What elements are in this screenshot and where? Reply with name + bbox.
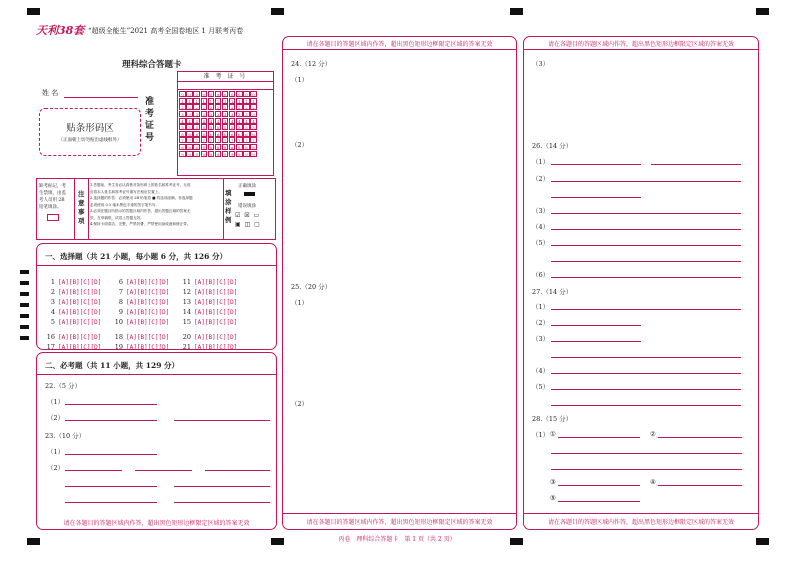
q28-label: 28.（15 分） bbox=[532, 415, 573, 423]
required-questions-panel bbox=[36, 352, 277, 530]
ticket-digit-bubble[interactable]: 2 bbox=[202, 105, 206, 111]
ticket-digit-bubble[interactable]: 8 bbox=[181, 145, 184, 151]
ticket-digit-bubble[interactable]: 5 bbox=[238, 125, 241, 131]
ticket-digit-bubble[interactable]: 1 bbox=[181, 98, 184, 104]
timing-mark bbox=[20, 303, 29, 307]
ticket-digit-bubble[interactable]: 0 bbox=[202, 92, 206, 98]
q27-label: 27.（14 分） bbox=[532, 288, 573, 296]
ticket-digit-bubble[interactable]: 3 bbox=[188, 112, 191, 118]
ticket-digit-bubble[interactable]: 7 bbox=[238, 138, 241, 144]
mc-question-number: 11 bbox=[182, 278, 191, 286]
mc-options[interactable]: [A][B][C][D] bbox=[58, 309, 102, 316]
ticket-digit-bubble[interactable]: 9 bbox=[238, 151, 241, 157]
exam-title: “超级全能生”2021 高考全国卷地区 1 月联考丙卷 bbox=[88, 27, 244, 35]
mc-options[interactable]: [A][B][C][D] bbox=[194, 289, 238, 296]
ticket-vertical-label: 准 考 证 号 bbox=[145, 97, 155, 143]
correct-label: 正确填涂 bbox=[238, 184, 256, 189]
q22-part2-line-b[interactable] bbox=[174, 420, 270, 421]
mc-options[interactable]: [A][B][C][D] bbox=[58, 319, 102, 326]
ticket-digit-bubble[interactable]: 4 bbox=[188, 118, 191, 124]
ticket-digit-bubble[interactable]: 7 bbox=[223, 138, 227, 144]
mc-options[interactable]: [A][B][C][D] bbox=[194, 279, 238, 286]
mc-options[interactable]: [A][B][C][D] bbox=[126, 319, 170, 326]
mc-question[interactable] bbox=[113, 334, 169, 353]
mc-question-number: 14 bbox=[182, 308, 191, 316]
ticket-digit-bubble[interactable]: 6 bbox=[181, 131, 184, 137]
q23-line-g[interactable] bbox=[174, 502, 270, 503]
q26-p5: （5） bbox=[532, 239, 550, 247]
ticket-digit-bubble[interactable]: 0 bbox=[209, 92, 213, 98]
mc-options[interactable]: [A][B][C][D] bbox=[194, 299, 238, 306]
ticket-digit-bubble[interactable]: 7 bbox=[188, 138, 191, 144]
ticket-digit-bubble[interactable]: 5 bbox=[188, 125, 191, 131]
q26-label: 26.（14 分） bbox=[532, 142, 573, 150]
q25-label: 25.（20 分） bbox=[291, 283, 332, 291]
ticket-digit-bubble[interactable]: 4 bbox=[230, 118, 234, 124]
ticket-digit-bubble[interactable]: 8 bbox=[223, 145, 227, 151]
ticket-digit-bubble[interactable]: 5 bbox=[209, 125, 213, 131]
ticket-digit-bubble[interactable]: 9 bbox=[216, 151, 220, 157]
ticket-digit-bubble[interactable]: 9 bbox=[245, 151, 248, 157]
q23-label: 23.（10 分） bbox=[45, 432, 86, 440]
ticket-digit-row bbox=[179, 91, 272, 98]
mc-question-number: 3 bbox=[50, 298, 55, 306]
ticket-digit-bubble[interactable]: 8 bbox=[209, 145, 213, 151]
ticket-digit-bubble[interactable]: 0 bbox=[188, 92, 191, 98]
middle-panel bbox=[282, 36, 517, 530]
ticket-digit-bubble[interactable]: 9 bbox=[181, 151, 184, 157]
q23-line-d[interactable] bbox=[65, 486, 157, 487]
ticket-digit-bubble[interactable]: 1 bbox=[209, 98, 213, 104]
mc-question-number: 7 bbox=[118, 288, 123, 296]
mc-question-number: 8 bbox=[118, 298, 123, 306]
section1-title: 一、选择题（共 21 小题，每小题 6 分，共 126 分） bbox=[45, 252, 227, 261]
q26-p3-line[interactable] bbox=[551, 213, 741, 214]
ticket-digit-bubble[interactable]: 0 bbox=[223, 92, 227, 98]
mc-question-number: 12 bbox=[182, 288, 191, 296]
q27-p5: （5） bbox=[532, 383, 550, 391]
q23-part1-label: （1） bbox=[47, 448, 65, 456]
q26-p2-line-b[interactable] bbox=[551, 197, 641, 198]
multiple-choice-panel bbox=[36, 243, 277, 350]
q28-c4-line[interactable] bbox=[658, 485, 742, 486]
ticket-digit-bubble[interactable]: 6 bbox=[202, 131, 206, 137]
q23-line-f[interactable] bbox=[65, 502, 157, 503]
ticket-digit-bubble[interactable]: 4 bbox=[202, 118, 206, 124]
q27-p3-line-b[interactable] bbox=[551, 357, 741, 358]
mc-options[interactable]: [A][B][C][D] bbox=[126, 299, 170, 306]
ticket-digit-bubble[interactable]: 7 bbox=[202, 138, 206, 144]
ticket-digit-bubble[interactable]: 6 bbox=[195, 131, 198, 137]
ticket-digit-bubble[interactable]: 8 bbox=[202, 145, 206, 151]
ticket-digit-bubble[interactable]: 4 bbox=[252, 118, 255, 124]
q23-part2-line-a[interactable] bbox=[65, 470, 122, 471]
q22-part1-line[interactable] bbox=[65, 404, 157, 405]
mc-options[interactable]: [A][B][C][D] bbox=[126, 289, 170, 296]
barcode-note: （正面朝上切勿贴出虚线框外） bbox=[58, 138, 122, 143]
q28-line-b[interactable] bbox=[551, 469, 742, 470]
ticket-digit-bubble[interactable]: 0 bbox=[181, 92, 184, 98]
ticket-digit-row bbox=[179, 111, 272, 118]
q24-part1-label: （1） bbox=[291, 76, 309, 84]
q28-c2-line[interactable] bbox=[658, 437, 742, 438]
ticket-digit-bubble[interactable]: 4 bbox=[181, 118, 184, 124]
notice-title: 注 意 事 项 bbox=[78, 190, 85, 225]
ticket-digit-bubble[interactable]: 3 bbox=[181, 112, 184, 118]
q28-c5: ⑤ bbox=[550, 494, 556, 502]
ticket-digit-bubble[interactable]: 8 bbox=[216, 145, 220, 151]
q26-p5-line-b[interactable] bbox=[551, 261, 741, 262]
mc-question-number: 4 bbox=[50, 308, 55, 316]
ticket-digit-bubble[interactable]: 3 bbox=[252, 112, 255, 118]
ticket-digit-bubble[interactable]: 1 bbox=[216, 98, 220, 104]
ticket-digit-bubble[interactable]: 2 bbox=[223, 105, 227, 111]
right-panel bbox=[523, 36, 759, 530]
ticket-digit-row bbox=[179, 137, 272, 144]
mc-options[interactable]: [A][B][C][D] bbox=[194, 319, 238, 326]
card-title: 理科综合答题卡 bbox=[122, 60, 182, 70]
ticket-grid-header: 准 考 证 号 bbox=[178, 72, 273, 82]
timing-mark bbox=[20, 292, 29, 296]
ticket-digit-bubble[interactable]: 4 bbox=[195, 118, 198, 124]
q24-answer-area[interactable] bbox=[289, 87, 509, 277]
ticket-digit-bubble[interactable]: 6 bbox=[216, 131, 220, 137]
ticket-digit-bubble[interactable]: 3 bbox=[230, 112, 234, 118]
ticket-digit-bubble[interactable]: 8 bbox=[188, 145, 191, 151]
q28-c1: ① bbox=[550, 430, 556, 438]
ticket-digit-bubble[interactable]: 8 bbox=[230, 145, 234, 151]
mc-question-number: 16 bbox=[46, 333, 55, 341]
mc-question-number: 21 bbox=[182, 343, 191, 351]
q23-part2-line-b[interactable] bbox=[135, 470, 192, 471]
q22-part2-label: （2） bbox=[47, 414, 65, 422]
ticket-write-row[interactable] bbox=[178, 82, 273, 90]
q25-part1-label: （1） bbox=[291, 299, 309, 307]
ticket-digit-bubble[interactable]: 3 bbox=[216, 112, 220, 118]
mc-question-number: 18 bbox=[114, 333, 123, 341]
q28-p1: （1） bbox=[532, 431, 550, 439]
ticket-digit-bubble[interactable]: 2 bbox=[245, 105, 248, 111]
q22-label: 22.（5 分） bbox=[45, 382, 82, 390]
ticket-digit-bubble[interactable]: 3 bbox=[209, 112, 213, 118]
ticket-digit-bubble[interactable]: 9 bbox=[230, 151, 234, 157]
ticket-digit-bubble[interactable]: 5 bbox=[230, 125, 234, 131]
q27-p5-line-b[interactable] bbox=[551, 405, 741, 406]
q28-c1-line[interactable] bbox=[558, 437, 640, 438]
ticket-digit-bubble[interactable]: 1 bbox=[245, 98, 248, 104]
q22-part2-line-a[interactable] bbox=[65, 420, 157, 421]
q26-p1-line-b[interactable] bbox=[651, 164, 741, 165]
timing-mark bbox=[20, 281, 29, 285]
mc-question-number: 13 bbox=[182, 298, 191, 306]
q27-p5-line[interactable] bbox=[551, 389, 741, 390]
q27-p4-line[interactable] bbox=[551, 373, 741, 374]
alignment-mark-top-3 bbox=[510, 8, 523, 15]
ticket-digit-bubble[interactable]: 8 bbox=[252, 145, 255, 151]
ticket-digit-bubble[interactable]: 3 bbox=[202, 112, 206, 118]
timing-mark bbox=[20, 336, 29, 340]
right-warning-top: 请在各题目的答题区域内作答，超出黑色矩形边框限定区域的答案无效 bbox=[547, 41, 734, 48]
q26-p4: （4） bbox=[532, 223, 550, 231]
q26-p6: （6） bbox=[532, 271, 550, 279]
ticket-digit-bubble[interactable]: 1 bbox=[238, 98, 241, 104]
ticket-digit-bubble[interactable]: 5 bbox=[252, 125, 255, 131]
q23-part2-label: （2） bbox=[47, 464, 65, 472]
ticket-digit-bubble[interactable]: 8 bbox=[195, 145, 198, 151]
q26-p1-line-a[interactable] bbox=[551, 164, 641, 165]
section2-title: 二、必考题（共 11 小题，共 129 分） bbox=[45, 361, 180, 370]
q27-p3: （3） bbox=[532, 335, 550, 343]
mc-options[interactable]: [A][B][C][D] bbox=[58, 299, 102, 306]
mc-question-number: 5 bbox=[50, 318, 55, 326]
mc-question-number: 15 bbox=[182, 318, 191, 326]
ticket-digit-bubble[interactable]: 9 bbox=[188, 151, 191, 157]
mc-question-number: 20 bbox=[182, 333, 191, 341]
q26-p2-line[interactable] bbox=[551, 181, 741, 182]
q26-p6-line[interactable] bbox=[551, 277, 741, 278]
ticket-digit-bubble[interactable]: 2 bbox=[188, 105, 191, 111]
mc-options[interactable]: [A][B][C][D] bbox=[58, 279, 102, 286]
q27-p4: （4） bbox=[532, 367, 550, 375]
middle-warning-top: 请在各题目的答题区域内作答，超出黑色矩形边框限定区域的答案无效 bbox=[306, 41, 493, 48]
ticket-digit-bubble[interactable]: 5 bbox=[216, 125, 220, 131]
ticket-digit-bubble[interactable]: 5 bbox=[202, 125, 206, 131]
ticket-digit-row bbox=[179, 104, 272, 111]
q26-p2: （2） bbox=[532, 175, 550, 183]
q28-c3-line[interactable] bbox=[558, 485, 640, 486]
absent-note: 缺考标记，考 生禁填，由监 考人员用 2B 铅笔填涂。 bbox=[39, 183, 71, 221]
q26-p4-line[interactable] bbox=[551, 229, 741, 230]
ticket-digit-bubble[interactable]: 9 bbox=[252, 151, 255, 157]
q25-part2-label: （2） bbox=[291, 400, 309, 408]
ticket-digit-bubble[interactable]: 4 bbox=[216, 118, 220, 124]
ticket-digit-bubble[interactable]: 7 bbox=[195, 138, 198, 144]
barcode-area bbox=[39, 108, 141, 156]
alignment-mark-top-left bbox=[27, 8, 40, 15]
ticket-digit-bubble[interactable]: 7 bbox=[209, 138, 213, 144]
ticket-digit-bubble[interactable]: 6 bbox=[245, 131, 248, 137]
ticket-digit-bubble[interactable]: 1 bbox=[230, 98, 234, 104]
alignment-mark-top-2 bbox=[271, 8, 284, 15]
ticket-digit-bubble[interactable]: 4 bbox=[245, 118, 248, 124]
ticket-number-grid[interactable] bbox=[177, 71, 274, 176]
ticket-digit-bubble[interactable]: 7 bbox=[216, 138, 220, 144]
q23-part1-line[interactable] bbox=[65, 454, 157, 455]
ticket-digit-bubble[interactable]: 2 bbox=[195, 105, 198, 111]
mc-options[interactable]: [A][B][C][D] bbox=[194, 344, 238, 351]
ticket-digit-bubble[interactable]: 6 bbox=[209, 131, 213, 137]
ticket-digit-bubble[interactable]: 1 bbox=[252, 98, 255, 104]
ticket-digit-bubble[interactable]: 0 bbox=[230, 92, 234, 98]
q27-p3-line[interactable] bbox=[551, 341, 641, 342]
mc-answer-area[interactable] bbox=[45, 269, 270, 351]
timing-mark bbox=[20, 270, 29, 274]
alignment-mark-top-right bbox=[756, 8, 769, 15]
ticket-digit-row bbox=[179, 150, 272, 157]
ticket-digit-bubble[interactable]: 7 bbox=[245, 138, 248, 144]
wrong-label: 错误填涂 bbox=[238, 204, 256, 209]
ticket-digit-bubble[interactable]: 3 bbox=[245, 112, 248, 118]
ticket-digit-row bbox=[179, 131, 272, 138]
q28-c4: ④ bbox=[650, 478, 656, 486]
notice-text: 1.答题前，考生务必认真核对条形码上的姓名和准考证号，无误 后将本人姓名和准考证号填写在相应位置上。 2.选择题的作答：必须使用 2B 铅笔将 ■ 的选项涂满，非选择题 必须使用 0.5 毫米黑色字迹的签字笔书写。 3.必须在题目所指示的答题区域内作答，超出答题区域的答案无 效，在草稿纸、试卷上答题无效。 4.保持卡面清洁，完整，严禁折叠，严禁使用涂改液和修正带。 bbox=[90, 183, 193, 226]
ticket-digit-bubble[interactable]: 4 bbox=[209, 118, 213, 124]
mc-question-number: 2 bbox=[50, 288, 55, 296]
q28-c3: ③ bbox=[550, 478, 556, 486]
ticket-digit-bubble[interactable]: 1 bbox=[188, 98, 191, 104]
mc-question-number: 9 bbox=[118, 308, 123, 316]
ticket-digit-bubble[interactable]: 2 bbox=[209, 105, 213, 111]
ticket-digit-bubble[interactable]: 8 bbox=[245, 145, 248, 151]
q22-part1-label: （1） bbox=[47, 398, 65, 406]
q23-line-e[interactable] bbox=[174, 486, 270, 487]
q24-part2-label: （2） bbox=[291, 141, 309, 149]
ticket-digit-row bbox=[179, 98, 272, 105]
q26-p1: （1） bbox=[532, 158, 550, 166]
ticket-digit-bubble[interactable]: 0 bbox=[245, 92, 248, 98]
ticket-digit-bubble[interactable]: 8 bbox=[238, 145, 241, 151]
q26-p3: （3） bbox=[532, 207, 550, 215]
ticket-digit-bubble[interactable]: 0 bbox=[238, 92, 241, 98]
ticket-digit-bubble[interactable]: 6 bbox=[252, 131, 255, 137]
ticket-digit-bubble[interactable]: 4 bbox=[223, 118, 227, 124]
ticket-digit-bubble[interactable]: 4 bbox=[238, 118, 241, 124]
logo: 天利38套 bbox=[36, 24, 85, 37]
timing-mark bbox=[20, 325, 29, 329]
timing-mark bbox=[20, 314, 29, 318]
q27-p1-line[interactable] bbox=[551, 309, 741, 310]
wrong-samples: ☑ ☒ ▭ bbox=[235, 212, 261, 219]
ticket-digit-bubble[interactable]: 9 bbox=[223, 151, 227, 157]
ticket-digit-bubble[interactable]: 9 bbox=[209, 151, 213, 157]
mc-question[interactable] bbox=[45, 334, 101, 353]
ticket-digit-bubble[interactable]: 6 bbox=[238, 131, 241, 137]
ticket-digit-bubble[interactable]: 1 bbox=[202, 98, 206, 104]
ticket-digit-row bbox=[179, 144, 272, 151]
ticket-digit-bubble[interactable]: 1 bbox=[195, 98, 198, 104]
ticket-digit-bubble[interactable]: 6 bbox=[230, 131, 234, 137]
ticket-digit-bubble[interactable]: 0 bbox=[195, 92, 198, 98]
mc-question-number: 17 bbox=[46, 343, 55, 351]
ticket-digit-bubble[interactable]: 3 bbox=[238, 112, 241, 118]
name-label: 姓 名 bbox=[42, 89, 59, 97]
ticket-digit-row bbox=[179, 117, 272, 124]
middle-warning-bottom: 请在各题目的答题区域内作答，超出黑色矩形边框限定区域的答案无效 bbox=[306, 519, 493, 526]
ticket-digit-bubble[interactable]: 6 bbox=[223, 131, 227, 137]
q27-p1: （1） bbox=[532, 303, 550, 311]
footer: 丙卷 理科综合答题卡 第 1 页（共 2 页） bbox=[338, 536, 456, 543]
section2-warning: 请在各题目的答题区域内作答，超出黑色矩形边框限定区域的答案无效 bbox=[63, 520, 250, 527]
mc-options[interactable]: [A][B][C][D] bbox=[126, 309, 170, 316]
barcode-title: 贴条形码区 bbox=[66, 123, 114, 134]
ticket-digit-bubble[interactable]: 7 bbox=[181, 138, 184, 144]
mc-options[interactable]: [A][B][C][D] bbox=[194, 334, 238, 341]
mc-question-number: 10 bbox=[114, 318, 123, 326]
q28-c5-line[interactable] bbox=[558, 501, 640, 502]
ticket-digit-bubble[interactable]: 3 bbox=[195, 112, 198, 118]
mc-options[interactable]: [A][B][C][D] bbox=[194, 309, 238, 316]
q26-p5-line[interactable] bbox=[551, 245, 741, 246]
q27-p2: （2） bbox=[532, 319, 550, 327]
ticket-digit-bubble[interactable]: 2 bbox=[181, 105, 184, 111]
wrong-samples-2: ▣ ◫ ▢ bbox=[235, 221, 261, 228]
mc-options[interactable]: [A][B][C][D] bbox=[58, 334, 102, 341]
name-field[interactable] bbox=[64, 97, 138, 98]
ticket-digit-bubble[interactable]: 9 bbox=[195, 151, 198, 157]
mc-options[interactable]: [A][B][C][D] bbox=[58, 289, 102, 296]
mc-options[interactable]: [A][B][C][D] bbox=[58, 344, 102, 351]
q25-part3-label: （3） bbox=[532, 60, 550, 68]
q24-label: 24.（12 分） bbox=[291, 60, 332, 68]
ticket-digit-bubble[interactable]: 7 bbox=[230, 138, 234, 144]
q28-line-a[interactable] bbox=[551, 453, 742, 454]
q28-c2: ② bbox=[650, 430, 656, 438]
mc-options[interactable]: [A][B][C][D] bbox=[126, 279, 170, 286]
q23-part2-line-c[interactable] bbox=[205, 470, 270, 471]
ticket-digit-bubble[interactable]: 6 bbox=[188, 131, 191, 137]
ticket-digit-bubble[interactable]: 1 bbox=[223, 98, 227, 104]
notice-box bbox=[36, 178, 276, 240]
ticket-digit-bubble[interactable]: 5 bbox=[181, 125, 184, 131]
ticket-digit-bubble[interactable]: 0 bbox=[252, 92, 255, 98]
ticket-digit-bubble[interactable]: 7 bbox=[252, 138, 255, 144]
mc-question[interactable] bbox=[181, 334, 237, 353]
q27-p2-line[interactable] bbox=[551, 325, 641, 326]
ticket-digit-bubble[interactable]: 2 bbox=[230, 105, 234, 111]
q25-answer-area[interactable] bbox=[289, 309, 509, 509]
mc-question-number: 1 bbox=[50, 278, 55, 286]
ticket-digit-bubble[interactable]: 5 bbox=[223, 125, 227, 131]
absent-checkbox[interactable] bbox=[47, 214, 59, 221]
ticket-digit-row bbox=[179, 124, 272, 131]
ticket-digit-bubble[interactable]: 2 bbox=[238, 105, 241, 111]
ticket-digit-bubble[interactable]: 3 bbox=[223, 112, 227, 118]
mc-question-number: 6 bbox=[118, 278, 123, 286]
ticket-digit-bubble[interactable]: 2 bbox=[216, 105, 220, 111]
ticket-digit-bubble[interactable]: 2 bbox=[252, 105, 255, 111]
ticket-digit-bubble[interactable]: 5 bbox=[245, 125, 248, 131]
ticket-digit-bubble[interactable]: 0 bbox=[216, 92, 220, 98]
mc-options[interactable]: [A][B][C][D] bbox=[126, 334, 170, 341]
ticket-digit-bubble[interactable]: 9 bbox=[202, 151, 206, 157]
mc-options[interactable]: [A][B][C][D] bbox=[126, 344, 170, 351]
right-warning-bottom: 请在各题目的答题区域内作答，超出黑色矩形边框限定区域的答案无效 bbox=[547, 519, 734, 526]
ticket-digit-bubble[interactable]: 5 bbox=[195, 125, 198, 131]
correct-sample bbox=[244, 192, 255, 196]
mc-question-number: 19 bbox=[114, 343, 123, 351]
sample-title: 填 涂 样 例 bbox=[225, 189, 232, 224]
